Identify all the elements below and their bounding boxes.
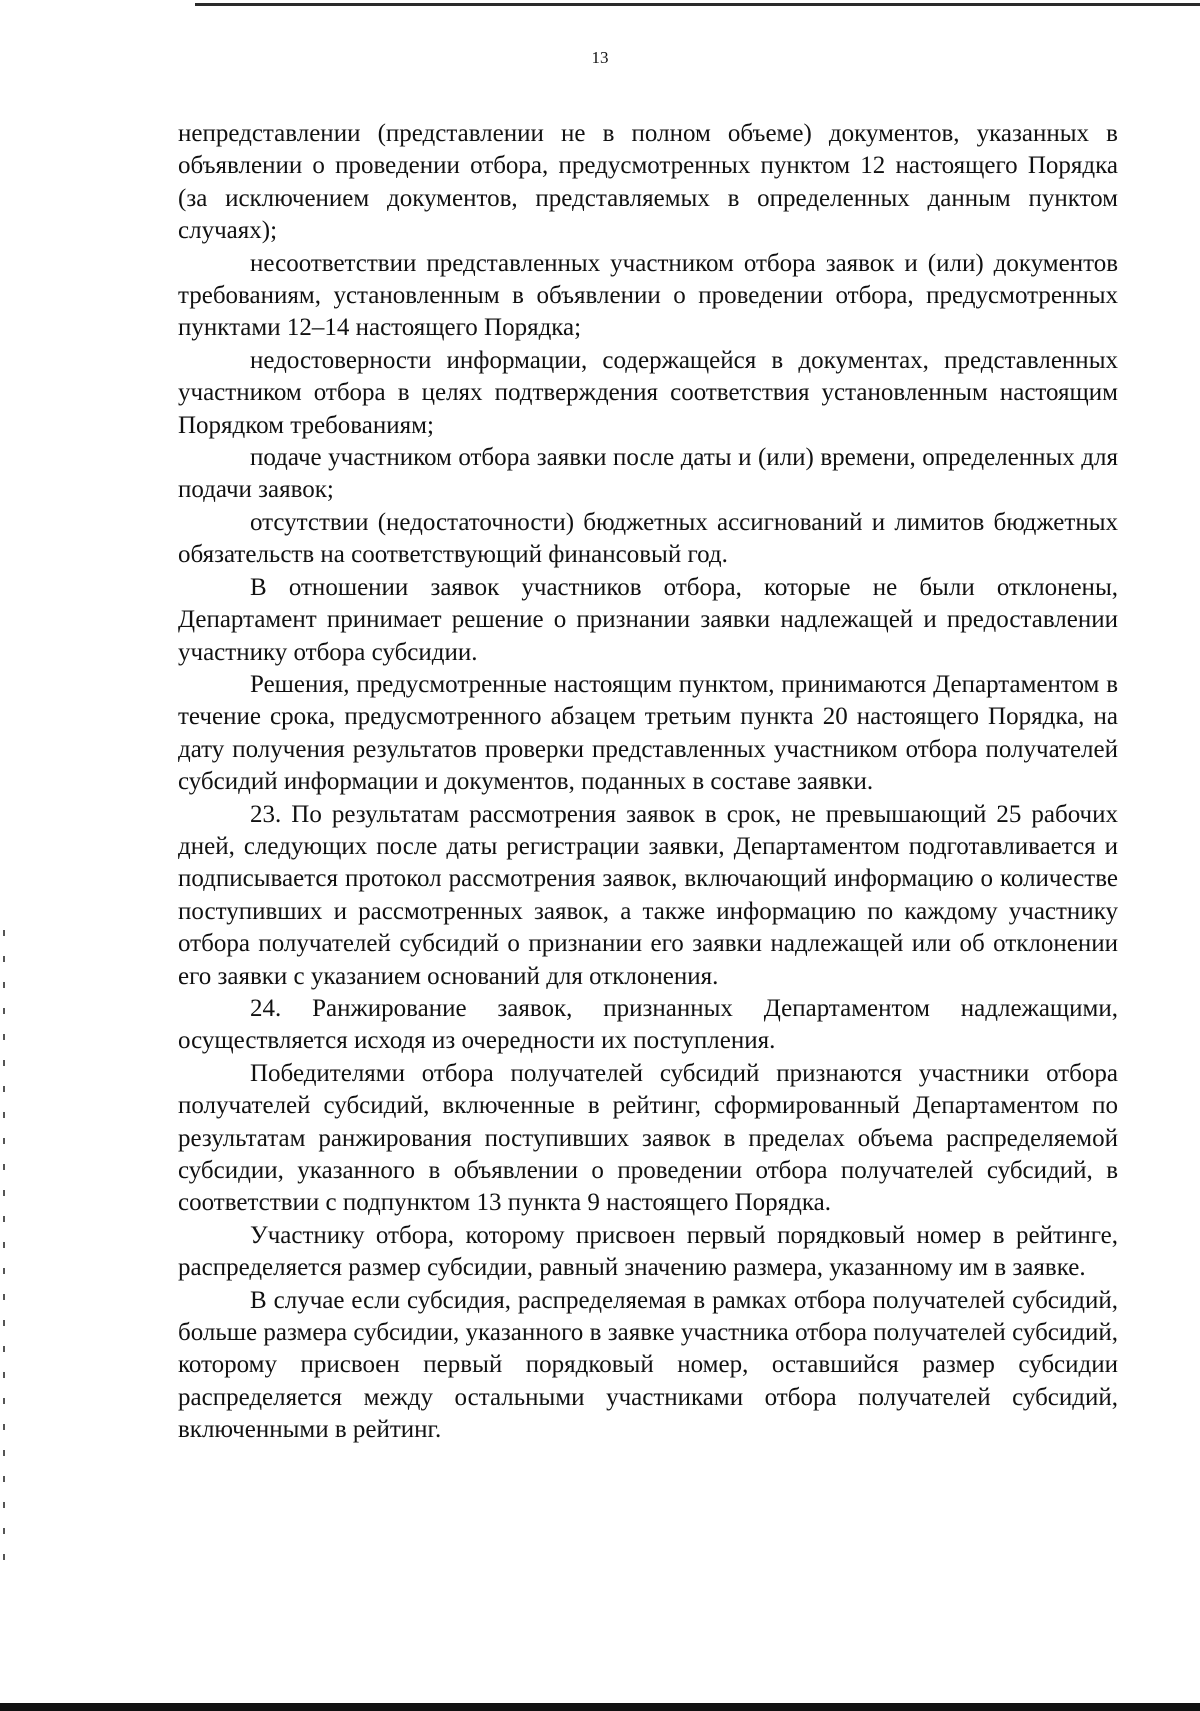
paragraph-continuation: непредставлении (представлении не в полном объеме) документов, указанных в объявлении о проведении отбора, предусмотренных пунктом 12 настоящего Порядка (за исключением документов, представляемых в определенных данным пунктом случаях); xyxy=(178,120,1118,245)
scan-bottom-border xyxy=(0,1703,1200,1711)
paragraph: Решения, предусмотренные настоящим пунктом, принимаются Департаментом в течение срока, предусмотренного абзацем третьим пункта 20 настоящего Порядка, на дату получения результатов проверки представленных участником отбора получателей субсидий информации и документов, поданных в составе заявки. xyxy=(178,670,1118,796)
page-number: 13 xyxy=(591,48,609,67)
paragraph-item-23: 23. По результатам рассмотрения заявок в срок, не превышающий 25 рабочих дней, следующих после даты регистрации заявки, Департаментом подготавливается и подписывается протокол рассмотрения заявок, включающий информацию о количестве поступивших и рассмотренных заявок, а также информацию по каждому участнику отбора получателей субсидий о признании его заявки надлежащей или об отклонении его заявки с указанием оснований для отклонения. xyxy=(178,800,1118,990)
paragraph: В отношении заявок участников отбора, которые не были отклонены, Департамент принимает решение о признании заявки надлежащей и предоставлении участнику отбора субсидии. xyxy=(178,573,1118,666)
paragraph: Участнику отбора, которому присвоен первый порядковый номер в рейтинге, распределяется размер субсидии, равный значению размера, указанному им в заявке. xyxy=(178,1221,1118,1282)
scan-binding-marks xyxy=(3,930,5,1570)
paragraph: отсутствии (недостаточности) бюджетных ассигнований и лимитов бюджетных обязательств на соответствующий финансовый год. xyxy=(178,508,1118,569)
paragraph: несоответствии представленных участником отбора заявок и (или) документов требованиям, установленным в объявлении о проведении отбора, предусмотренных пунктами 12–14 настоящего Порядка; xyxy=(178,249,1118,342)
paragraph: недостоверности информации, содержащейся в документах, представленных участником отбора в целях подтверждения соответствия установленным настоящим Порядком требованиям; xyxy=(178,346,1118,439)
paragraph-item-24: 24. Ранжирование заявок, признанных Департаментом надлежащими, осуществляется исходя из очередности их поступления. xyxy=(178,994,1118,1055)
scan-top-border xyxy=(195,3,1200,6)
paragraph: В случае если субсидия, распределяемая в рамках отбора получателей субсидий, больше размера субсидии, указанного в заявке участника отбора получателей субсидий, которому присвоен первый порядковый номер, оставшийся размер субсидии распределяется между остальными участниками отбора получателей субсидий, включенными в рейтинг. xyxy=(178,1286,1118,1444)
paragraph: Победителями отбора получателей субсидий признаются участники отбора получателей субсидий, включенные в рейтинг, сформированный Департаментом по результатам ранжирования поступивших заявок в пределах объема распределяемой субсидии, указанного в объявлении о проведении отбора получателей субсидий, в соответствии с подпунктом 13 пункта 9 настоящего Порядка. xyxy=(178,1059,1118,1217)
document-body xyxy=(178,118,1118,1447)
paragraph: подаче участником отбора заявки после даты и (или) времени, определенных для подачи заявок; xyxy=(178,444,1118,504)
